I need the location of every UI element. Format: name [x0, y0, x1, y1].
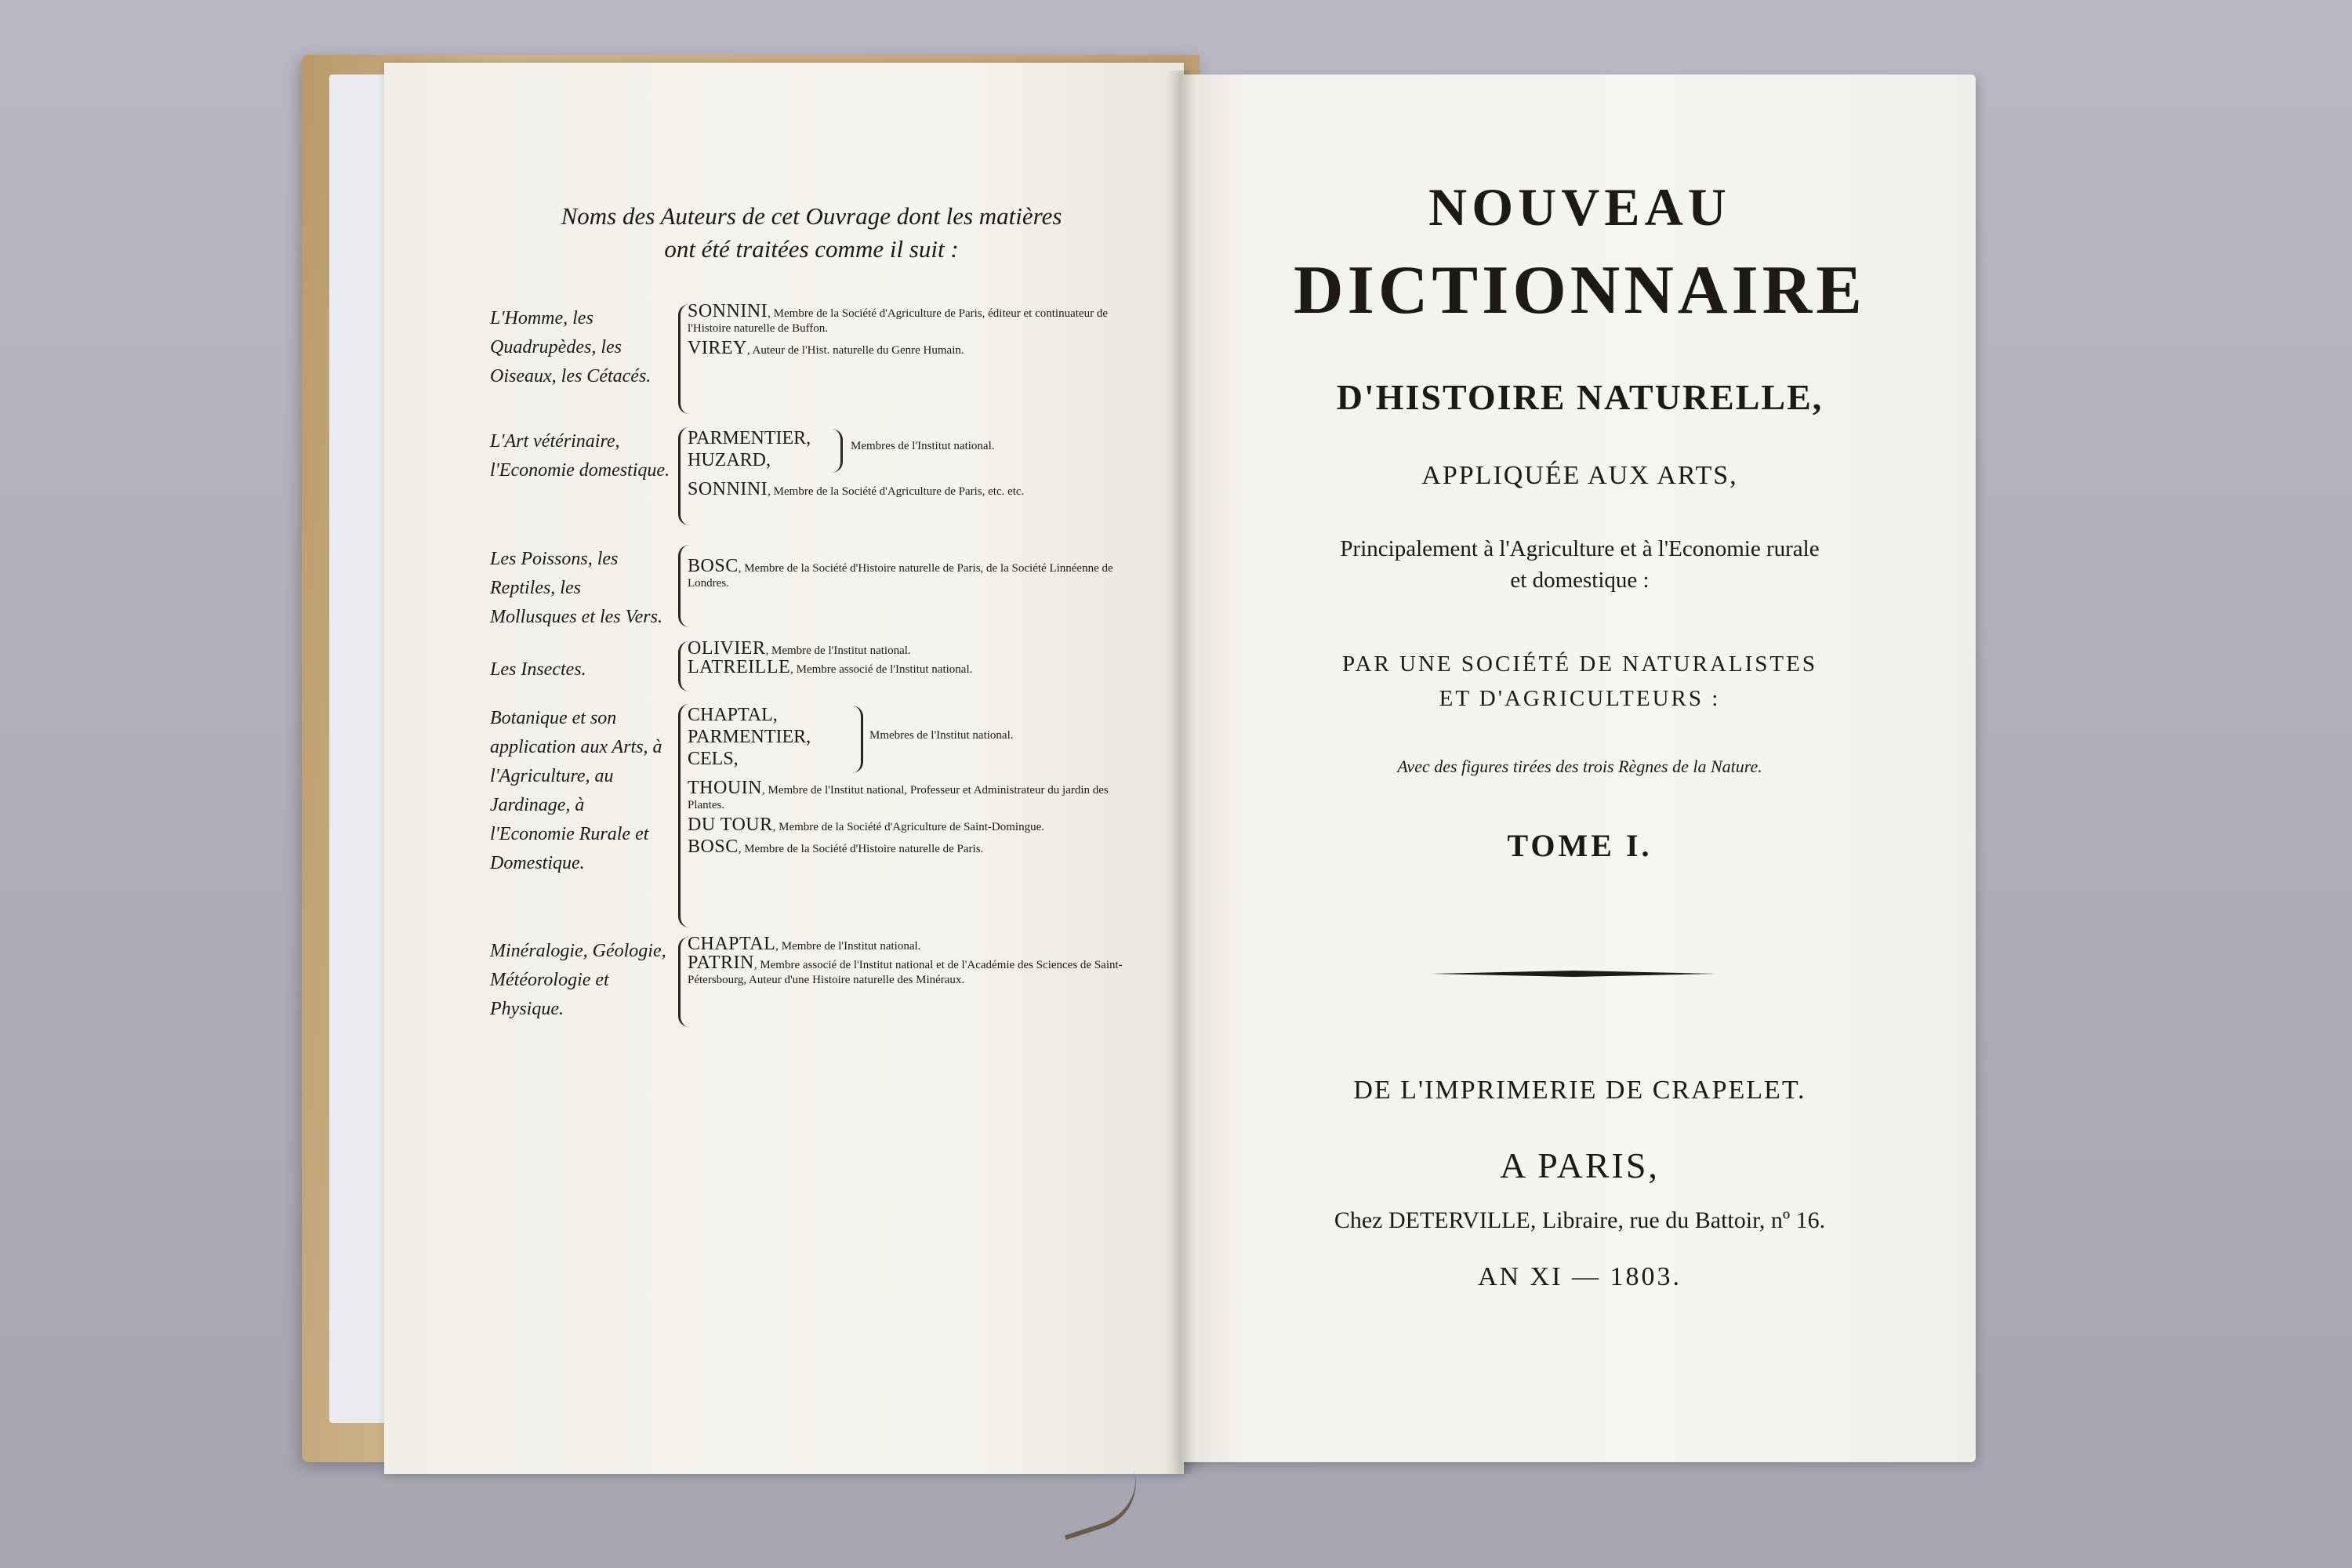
publisher-line: Chez DETERVILLE, Libraire, rue du Battoir, nº 16.	[1334, 1207, 1826, 1233]
author-name: CELS,	[688, 749, 739, 769]
author-name: PATRIN	[688, 953, 754, 973]
author-desc: , Auteur de l'Hist. naturelle du Genre Humain.	[746, 344, 964, 357]
author-entry	[688, 657, 1134, 677]
authors-society-line1: PAR UNE SOCIÉTÉ DE NATURALISTES	[1342, 652, 1817, 677]
city-line: A PARIS,	[1500, 1145, 1660, 1185]
section-subject: Botanique et son application aux Arts, à l'Agriculture, au Jardinage, à l'Economie Rurale et Domestique.	[490, 708, 662, 873]
section-veterinary	[490, 427, 1133, 529]
author-name: SONNINI	[688, 301, 768, 321]
author-entry	[688, 815, 1134, 835]
author-desc: , Membre de l'Institut national.	[765, 644, 911, 657]
author-entry	[688, 556, 1134, 591]
section-subject: Les Poissons, les Reptiles, les Mollusques et les Vers.	[490, 549, 662, 627]
subtitle-line2: et domestique :	[1510, 568, 1650, 593]
author-name: THOUIN	[688, 778, 762, 798]
authors-society-line2: ET D'AGRICULTEURS :	[1439, 686, 1721, 711]
author-desc: , Membre associé de l'Institut national et de l'Académie des Sciences de Saint-Pétersbourg, Auteur d'une Histoire naturelle des Minéraux.	[688, 959, 1123, 986]
author-entries	[688, 301, 1134, 363]
authors-heading-line2: ont été traitées comme il suit :	[664, 235, 959, 263]
author-group-names	[688, 704, 811, 770]
author-name: DU TOUR	[688, 815, 773, 835]
author-name: VIREY	[688, 338, 747, 358]
author-entries	[688, 427, 1134, 504]
volume-label: TOME I.	[1507, 828, 1653, 863]
author-name: OLIVIER	[688, 638, 766, 659]
author-entry	[688, 953, 1134, 988]
author-desc: , Membre associé de l'Institut national.	[790, 663, 973, 676]
author-desc: , Membre de la Société d'Agriculture de Paris, etc. etc.	[768, 485, 1025, 498]
title-appliquee: APPLIQUÉE AUX ARTS,	[1421, 461, 1738, 490]
title-histoire-naturelle: D'HISTOIRE NATURELLE,	[1336, 377, 1824, 417]
author-group	[688, 427, 1134, 482]
group-brace	[830, 429, 843, 473]
author-entry	[688, 479, 1134, 499]
section-subject: Les Insectes.	[490, 659, 586, 680]
author-desc: , Membre de l'Institut national.	[775, 940, 921, 953]
title-nouveau: NOUVEAU	[1428, 177, 1731, 237]
section-mineralogy	[490, 934, 1133, 1031]
author-name: PARMENTIER,	[688, 727, 811, 747]
authors-society	[1223, 647, 1936, 716]
author-name: PARMENTIER,	[688, 428, 811, 448]
author-entries	[688, 704, 1134, 862]
figures-line: Avec des figures tirées des trois Règnes de la Nature.	[1397, 757, 1762, 776]
author-entry	[688, 837, 1134, 857]
authors-heading	[486, 200, 1137, 266]
printer-line: DE L'IMPRIMERIE DE CRAPELET.	[1353, 1076, 1806, 1105]
group-brace	[851, 706, 863, 773]
author-group-desc: Membres de l'Institut national.	[851, 440, 995, 452]
author-name: HUZARD,	[688, 450, 771, 470]
section-subject: L'Art vétérinaire, l'Economie domestique.	[490, 431, 670, 481]
author-desc: , Membre de l'Institut national, Professeur et Administrateur du jardin des Plantes.	[688, 784, 1109, 811]
section-fish-reptiles	[490, 545, 1133, 631]
author-group-names	[688, 427, 811, 471]
section-subject: L'Homme, les Quadrupèdes, les Oiseaux, les Cétacés.	[490, 308, 652, 387]
section-man-quadrupeds	[490, 301, 1133, 422]
author-entry	[688, 301, 1134, 336]
author-group	[688, 704, 1134, 781]
section-insects	[490, 638, 1133, 696]
author-entries	[688, 545, 1134, 596]
author-entry	[688, 638, 1134, 659]
author-desc: , Membre de la Société d'Agriculture de Paris, éditeur et continuateur de l'Histoire naturelle de Buffon.	[688, 307, 1108, 335]
subtitle-line1: Principalement à l'Agriculture et à l'Economie rurale	[1340, 536, 1820, 561]
author-name: LATREILLE	[688, 657, 791, 677]
author-entry	[688, 778, 1134, 813]
authors-heading-line1: Noms des Auteurs de cet Ouvrage dont les matières	[561, 202, 1062, 230]
author-desc: , Membre de la Société d'Agriculture de Saint-Domingue.	[772, 821, 1044, 833]
section-botany	[490, 704, 1133, 931]
author-group-desc: Mmebres de l'Institut national.	[869, 729, 1014, 742]
author-desc: , Membre de la Société d'Histoire naturelle de Paris.	[738, 843, 984, 855]
book-gutter	[1167, 71, 1195, 1474]
author-name: CHAPTAL	[688, 934, 776, 954]
author-entries	[688, 638, 1134, 682]
author-entry	[688, 934, 1134, 954]
author-entries	[688, 934, 1134, 993]
subtitle	[1223, 533, 1936, 596]
author-name: CHAPTAL,	[688, 705, 778, 725]
author-name: SONNINI	[688, 479, 768, 499]
section-subject: Minéralogie, Géologie, Météorologie et Physique.	[490, 941, 666, 1019]
author-name: BOSC	[688, 556, 739, 576]
author-desc: , Membre de la Société d'Histoire naturelle de Paris, de la Société Linnéenne de Londres.	[688, 562, 1113, 590]
date-line: AN XI — 1803.	[1478, 1262, 1682, 1291]
title-dictionnaire: DICTIONNAIRE	[1294, 252, 1866, 328]
author-entry	[688, 338, 1134, 358]
author-name: BOSC	[688, 837, 739, 857]
